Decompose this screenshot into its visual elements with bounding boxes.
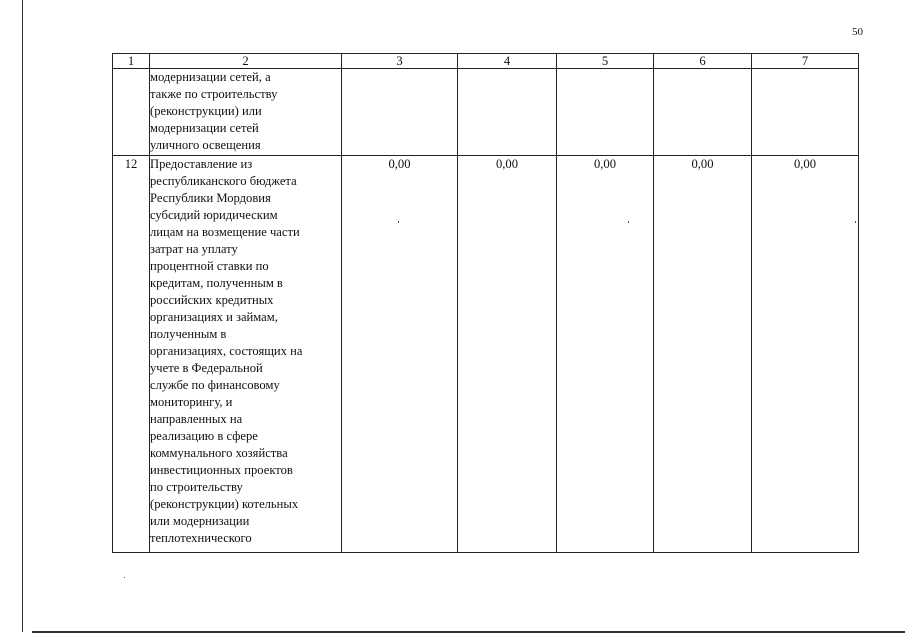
table-header-row: [113, 54, 859, 69]
row-description-cell: [150, 69, 342, 156]
page-number: 50: [852, 26, 863, 38]
description-line: организациях и займам,: [150, 310, 278, 324]
header-cell-col-1: 1: [113, 54, 150, 69]
header-cell-col-3: 3: [342, 54, 458, 69]
scan-speck: [124, 577, 125, 578]
value-cell-col-7: [752, 69, 859, 156]
description-line: затрат на уплату: [150, 242, 238, 256]
value-cell-col-4: [458, 69, 557, 156]
value-cell-col-3: [342, 69, 458, 156]
description-line: российских кредитных: [150, 293, 274, 307]
description-line: или модернизации: [150, 514, 250, 528]
description-line: также по строительству: [150, 87, 278, 101]
description-line: организациях, состоящих на: [150, 344, 303, 358]
description-line: Предоставление из: [150, 157, 253, 171]
row-description-cell: [150, 156, 342, 553]
data-table: [112, 53, 859, 553]
header-cell-col-7: 7: [752, 54, 859, 69]
header-cell-col-4: 4: [458, 54, 557, 69]
header-cell-col-2: 2: [150, 54, 342, 69]
value-cell-col-6: 0,00: [654, 156, 752, 553]
header-cell-col-5: 5: [557, 54, 654, 69]
header-cell-col-6: 6: [654, 54, 752, 69]
row-number-cell: 12: [113, 156, 150, 553]
description-line: теплотехнического: [150, 531, 252, 545]
scan-speck: [398, 221, 399, 223]
value-cell-col-4: 0,00: [458, 156, 557, 553]
value-cell-col-5: 0,00: [557, 156, 654, 553]
description-line: инвестиционных проектов: [150, 463, 293, 477]
row-number-cell: [113, 69, 150, 156]
description-line: субсидий юридическим: [150, 208, 278, 222]
table-row-continuation: [113, 69, 859, 156]
scan-speck: [628, 221, 629, 223]
description-line: модернизации сетей: [150, 121, 259, 135]
description-line: по строительству: [150, 480, 243, 494]
value-cell-col-7: 0,00: [752, 156, 859, 553]
description-line: коммунального хозяйства: [150, 446, 288, 460]
description-line: мониторингу, и: [150, 395, 233, 409]
description-line: направленных на: [150, 412, 243, 426]
value-cell-col-5: [557, 69, 654, 156]
page-bottom-edge: [32, 631, 905, 633]
table-row-12: [113, 156, 859, 553]
description-line: службе по финансовому: [150, 378, 280, 392]
description-line: республиканского бюджета: [150, 174, 297, 188]
description-line: кредитам, полученным в: [150, 276, 283, 290]
description-line: модернизации сетей, а: [150, 70, 271, 84]
page-left-edge: [22, 0, 23, 632]
description-line: учете в Федеральной: [150, 361, 263, 375]
description-line: уличного освещения: [150, 138, 261, 152]
description-line: (реконструкции) или: [150, 104, 262, 118]
scan-speck: [855, 221, 856, 223]
description-line: полученным в: [150, 327, 227, 341]
description-line: лицам на возмещение части: [150, 225, 300, 239]
description-line: Республики Мордовия: [150, 191, 271, 205]
description-line: (реконструкции) котельных: [150, 497, 299, 511]
value-cell-col-6: [654, 69, 752, 156]
description-line: реализацию в сфере: [150, 429, 258, 443]
description-line: процентной ставки по: [150, 259, 269, 273]
value-cell-col-3: 0,00: [342, 156, 458, 553]
